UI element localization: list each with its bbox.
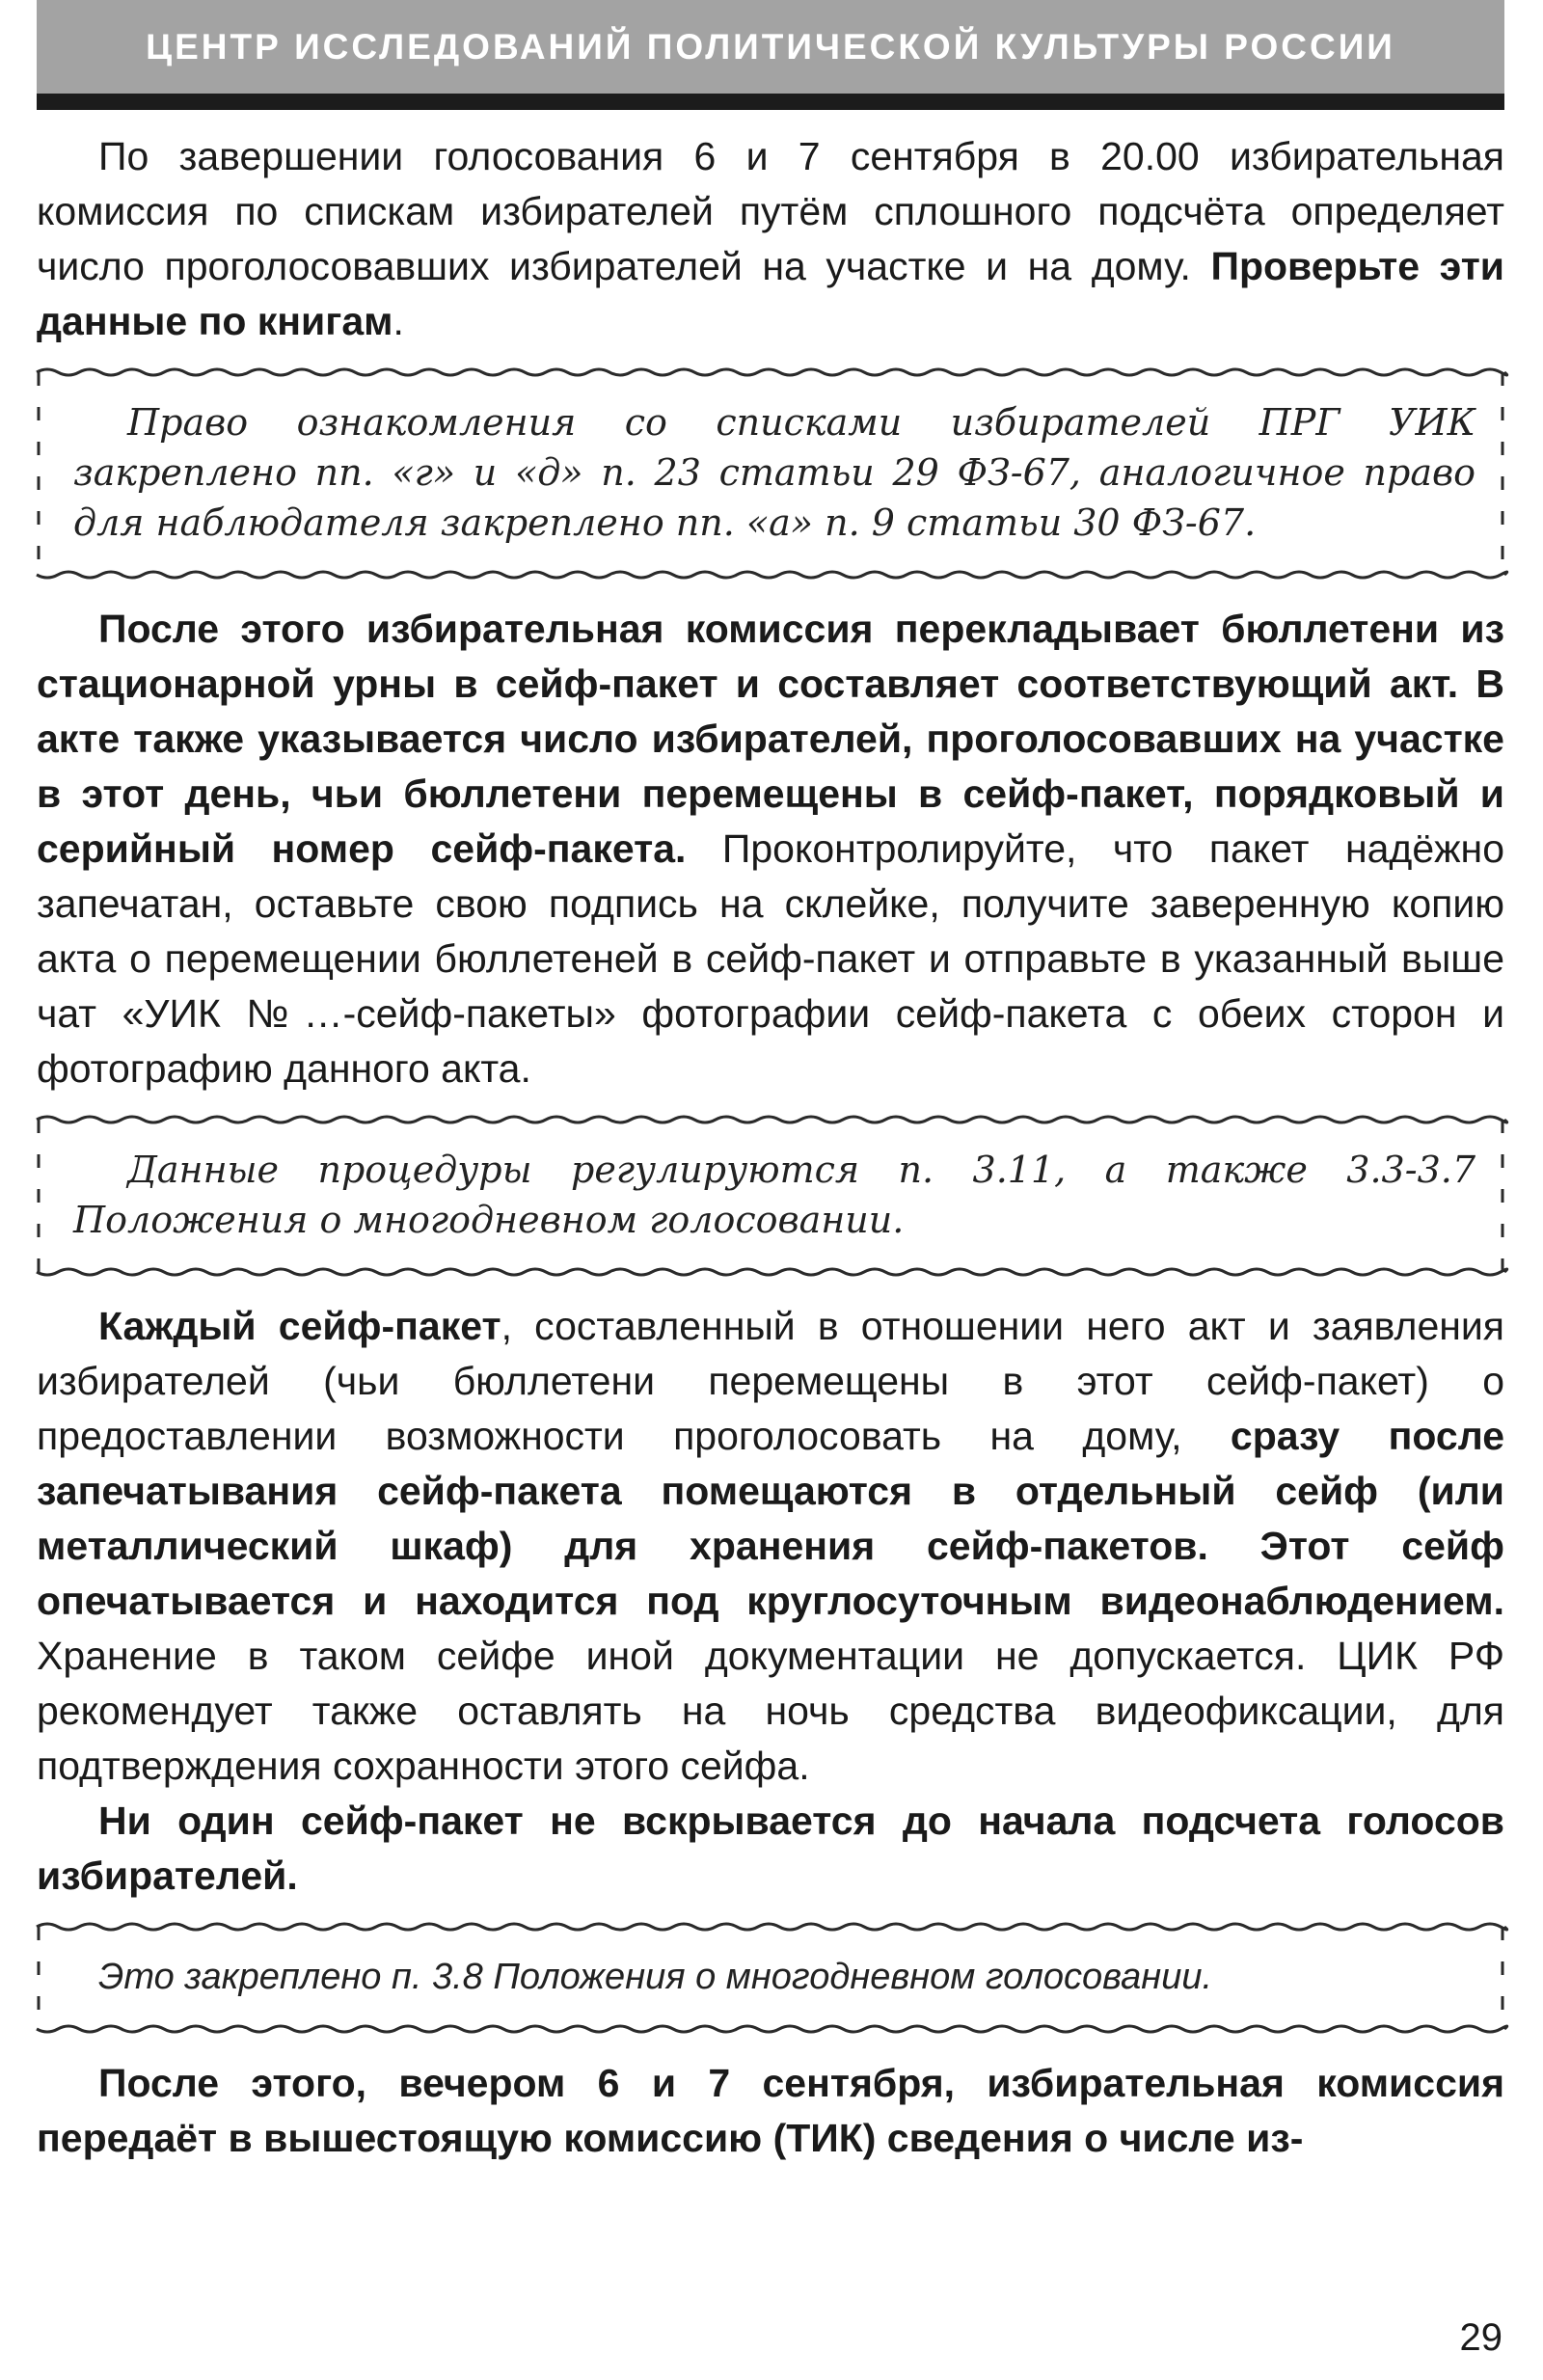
- paragraph-no-opening: [37, 1794, 1504, 1904]
- paragraph-safe-packet: [37, 602, 1504, 1096]
- callout-text: Данные процедуры регулируются п. 3.11, а также 3.3-3.7 Положения о многодневном голосовании.: [73, 1149, 1475, 1241]
- paragraph-vote-count: [37, 129, 1504, 349]
- header-divider: [37, 94, 1504, 110]
- paragraph-emphasis: Каждый сейф-пакет: [98, 1304, 501, 1348]
- frame-top-wave: [37, 1117, 1507, 1122]
- callout-note: [37, 1114, 1504, 1278]
- frame-bottom-wave: [37, 2026, 1507, 2032]
- callout-note: [37, 366, 1504, 581]
- paragraph-storage: [37, 1299, 1504, 1794]
- paragraph-text: По завершении голосования 6 и 7 сентября в 20.00 избирательная комиссия по спискам избирателей путём сплошного подсчёта определяет число проголосовавших избирателей на участке и на дому.: [37, 134, 1504, 288]
- callout-note: [37, 1921, 1504, 2035]
- frame-top-wave: [37, 369, 1507, 375]
- running-header: [37, 0, 1504, 94]
- callout-text: Это закреплено п. 3.8 Положения о многодневном голосовании.: [98, 1957, 1213, 1997]
- page-number: 29: [1459, 2316, 1502, 2359]
- paragraph-text: Хранение в таком сейфе иной документации не допускается. ЦИК РФ рекомендует также оставлять на ночь средства видеофиксации, для подтверждения сохранности этого сейфа.: [37, 1634, 1504, 1788]
- frame-bottom-wave: [37, 572, 1507, 578]
- callout-text: Право ознакомления со списками избирателей ПРГ УИК закреплено пп. «г» и «д» п. 23 статьи 29 ФЗ-67, аналогичное право для наблюдателя закреплено пп. «а» п. 9 статьи 30 ФЗ-67.: [73, 401, 1475, 544]
- paragraph-text: Проконтролируйте, что пакет надёжно запечатан, оставьте свою подпись на склейке, получите заверенную копию акта о перемещении бюллетеней в сейф-пакет и отправьте в указанный выше чат «УИК №…-сейф-пакеты» фотографии сейф-пакета с обеих сторон и фотографию данного акта.: [37, 826, 1504, 1091]
- frame-top-wave: [37, 1924, 1507, 1930]
- paragraph-emphasis: Проверьте эти данные по книгам: [37, 244, 1505, 343]
- paragraph-emphasis: После этого избирательная комиссия перекладывает бюллетени из стационарной урны в сейф-пакет и составляет соответствующий акт. В акте также указывается число избирателей, проголосовавших на участке в этот день, чьи бюллетени перемещены в сейф-пакет, порядковый и серийный номер сейф-пакета.: [37, 607, 1504, 871]
- paragraph-text: .: [393, 299, 404, 343]
- paragraph-emphasis: Ни один сейф-пакет не вскрывается до начала подсчета голосов избирателей.: [37, 1799, 1504, 1898]
- paragraph-transfer: [37, 2056, 1504, 2166]
- paragraph-emphasis: После этого, вечером 6 и 7 сентября, избирательная комиссия передаёт в вышестоящую комиссию (ТИК) сведения о числе из-: [37, 2061, 1504, 2160]
- paragraph-emphasis: сразу после запечатывания сейф-пакета помещаются в отдельный сейф (или металлический шкаф) для хранения сейф-пакетов. Этот сейф опечатывается и находится под круглосуточным видеонаблюдением.: [37, 1414, 1504, 1623]
- frame-bottom-wave: [37, 1269, 1507, 1275]
- running-header-title: ЦЕНТР ИССЛЕДОВАНИЙ ПОЛИТИЧЕСКОЙ КУЛЬТУРЫ РОССИИ: [146, 26, 1395, 67]
- page-content: [37, 129, 1504, 2166]
- paragraph-text: , составленный в отношении него акт и заявления избирателей (чьи бюллетени перемещены в этот сейф-пакет) о предоставлении возможности проголосовать на дому,: [37, 1304, 1504, 1458]
